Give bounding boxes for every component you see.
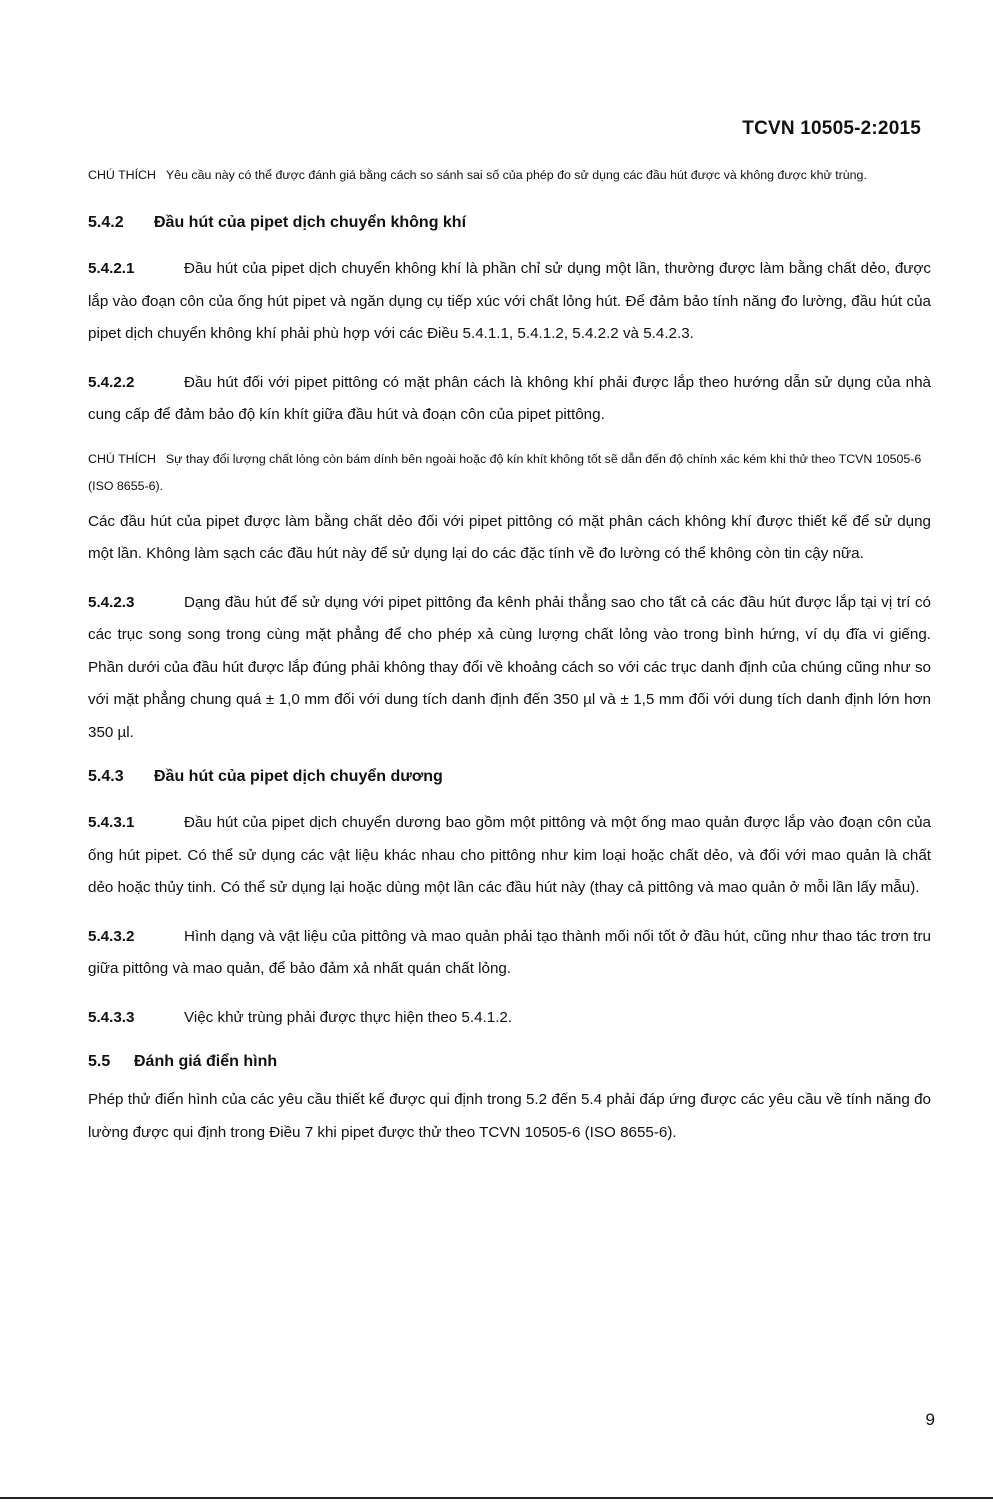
note-1 (88, 162, 931, 189)
clause-5-4-3-1: 5.4.3.1 Đầu hút của pipet dịch chuyển dương bao gồm một pittông và một ống mao quản được lắp vào đoạn côn của ống hút pipet. Có thể sử dụng các vật liệu khác nhau cho pittông như kim loại hoặc chất dẻo, và đối với mao quản là chất dẻo hoặc thủy tinh. Có thể sử dụng lại hoặc dùng một lần các đầu hút này (thay cả pittông và mao quản ở mỗi lần lấy mẫu). (88, 814, 931, 896)
clause-5-4-3-2: 5.4.3.2 Hình dạng và vật liệu của pittông và mao quản phải tạo thành mối nối tốt ở đầu hút, cũng như thao tác trơn tru giữa pittông và mao quản, để bảo đảm xả nhất quán chất lỏng. (88, 927, 931, 977)
note-label: CHÚ THÍCH (88, 451, 156, 466)
clause-5-4-2-2: 5.4.2.2 Đầu hút đối với pipet pittông có mặt phân cách là không khí phải được lắp theo hướng dẫn sử dụng của nhà cung cấp để đảm bảo độ kín khít giữa đầu hút và đoạn côn của pipet pittông. (88, 373, 931, 423)
heading-5-5: 5.5 Đánh giá điển hình (88, 1053, 278, 1070)
note-text: Yêu cầu này có thể được đánh giá bằng cách so sánh sai số của phép đo sử dụng các đầu hút được và không được khử trùng. (165, 168, 867, 182)
clause-5-4-2-3: 5.4.2.3 Dạng đầu hút để sử dụng với pipet pittông đa kênh phải thẳng sao cho tất cả các đầu hút được lắp tại vị trí có các trục song song trong cùng mặt phẳng để cho phép xả cùng lượng chất lỏng vào trong bình hứng, ví dụ đĩa vi giếng. Phần dưới của đầu hút được lắp đúng phải không thay đổi về khoảng cách so với các trục danh định của chúng cũng như so với mặt phẳng chung quá ± 1,0 mm đối với dung tích danh định đến 350 µl và ± 1,5 mm đối với dung tích danh định lớn hơn 350 µl. (88, 593, 931, 741)
bottom-edge-line (0, 1497, 993, 1499)
note-label: CHÚ THÍCH (88, 168, 156, 182)
document-code: TCVN 10505-2:2015 (742, 118, 921, 139)
paragraph-type-evaluation: Phép thử điển hình của các yêu cầu thiết kế được qui định trong 5.2 đến 5.4 phải đáp ứng được các yêu cầu về tính năng đo lường được qui định trong Điều 7 khi pipet được thử theo TCVN 10505-6 (ISO 8655-6). (88, 1091, 931, 1141)
clause-5-4-3-3: 5.4.3.3 Việc khử trùng phải được thực hiện theo 5.4.1.2. (88, 1008, 513, 1026)
note-2 (88, 446, 931, 500)
note-text: Sự thay đổi lượng chất lỏng còn bám dính bên ngoài hoặc độ kín khít không tốt sẽ dẫn đến độ chính xác kém khi thử theo TCVN 10505-6 (ISO 8655-6). (88, 451, 922, 493)
heading-5-4-3: 5.4.3 Đầu hút của pipet dịch chuyển dương (88, 768, 443, 785)
heading-5-4-2: 5.4.2 Đầu hút của pipet dịch chuyển không khí (88, 214, 467, 231)
clause-5-4-2-1: 5.4.2.1 Đầu hút của pipet dịch chuyển không khí là phần chỉ sử dụng một lần, thường được làm bằng chất dẻo, được lắp vào đoạn côn của ống hút pipet và ngăn dụng cụ tiếp xúc với chất lỏng hút. Để đảm bảo tính năng đo lường, đầu hút của pipet dịch chuyển không khí phải phù hợp với các Điều 5.4.1.1, 5.4.1.2, 5.4.2.2 và 5.4.2.3. (88, 260, 931, 342)
paragraph-tips-disposable: Các đầu hút của pipet được làm bằng chất dẻo đối với pipet pittông có mặt phân cách không khí được thiết kế để sử dụng một lần. Không làm sạch các đầu hút này để sử dụng lại do các đặc tính về đo lường có thể không còn tin cậy nữa. (88, 512, 931, 562)
page-number: 9 (925, 1410, 935, 1429)
page-content (88, 162, 931, 1149)
